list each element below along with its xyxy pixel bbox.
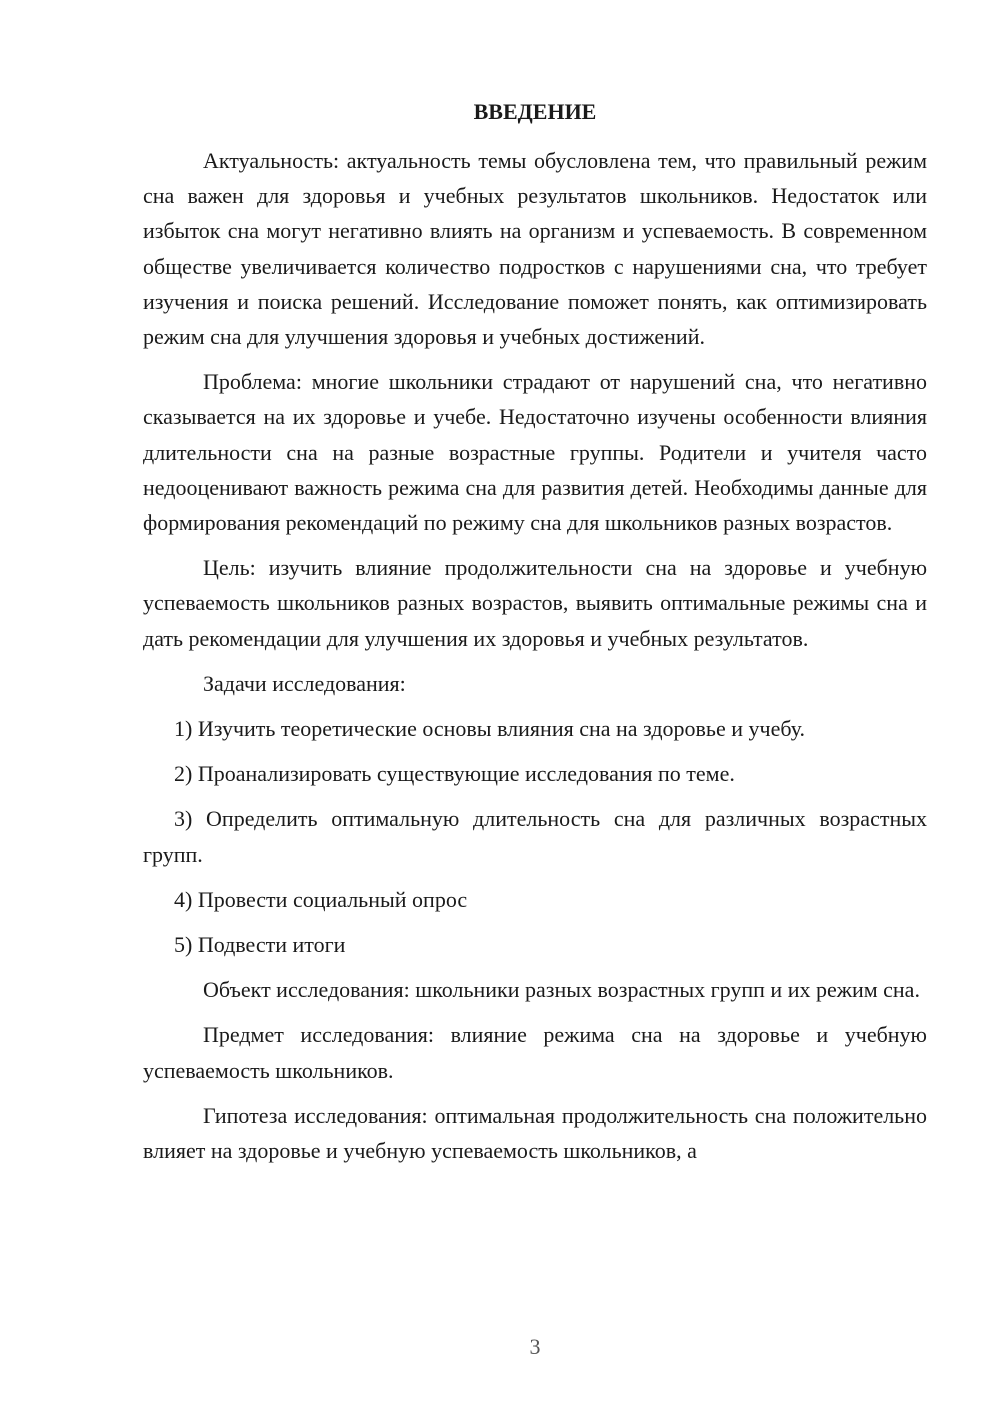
task-item: 1) Изучить теоретические основы влияния сна на здоровье и учебу. bbox=[174, 716, 805, 742]
tasks-list bbox=[143, 711, 927, 962]
task-item: 5) Подвести итоги bbox=[174, 932, 346, 958]
tasks-title: Задачи исследования: bbox=[203, 670, 406, 696]
paragraph-hypothesis: Гипотеза исследования: оптимальная продолжительность сна положительно влияет на здоровье и учебную успеваемость школьников, а bbox=[143, 1102, 927, 1164]
page-number: 3 bbox=[529, 1334, 541, 1359]
paragraph-problem: Проблема: многие школьники страдают от нарушений сна, что негативно сказывается на их здоровье и учебе. Недостаточно изучены особенности влияния длительности сна на разные возрастные группы. Родители и учителя часто недооценивают важность режима сна для развития детей. Необходимы данные для формирования рекомендаций по режиму сна для школьников разных возрастов. bbox=[143, 369, 927, 536]
paragraph-subject: Предмет исследования: влияние режима сна на здоровье и учебную успеваемость школьников. bbox=[143, 1022, 927, 1083]
task-item: 2) Проанализировать существующие исследования по теме. bbox=[174, 761, 735, 787]
paragraph-object: Объект исследования: школьники разных возрастных групп и их режим сна. bbox=[203, 977, 920, 1003]
body-text bbox=[143, 143, 927, 1178]
task-item: 3) Определить оптимальную длительность сна для различных возрастных групп. bbox=[143, 806, 927, 867]
paragraph-goal: Цель: изучить влияние продолжительности сна на здоровье и учебную успеваемость школьников разных возрастов, выявить оптимальные режимы сна и дать рекомендации для улучшения их здоровья и учебных результатов. bbox=[143, 555, 927, 651]
paragraph-relevance: Актуальность: актуальность темы обусловлена тем, что правильный режим сна важен для здоровья и учебных результатов школьников. Недостаток или избыток сна могут негативно влиять на организм и успеваемость. В современном обществе увеличивается количество подростков с нарушениями сна, что требует изучения и поиска решений. Исследование поможет понять, как оптимизировать режим сна для улучшения здоровья и учебных достижений. bbox=[143, 148, 927, 350]
task-item: 4) Провести социальный опрос bbox=[174, 886, 468, 912]
section-heading: ВВЕДЕНИЕ bbox=[473, 99, 597, 124]
